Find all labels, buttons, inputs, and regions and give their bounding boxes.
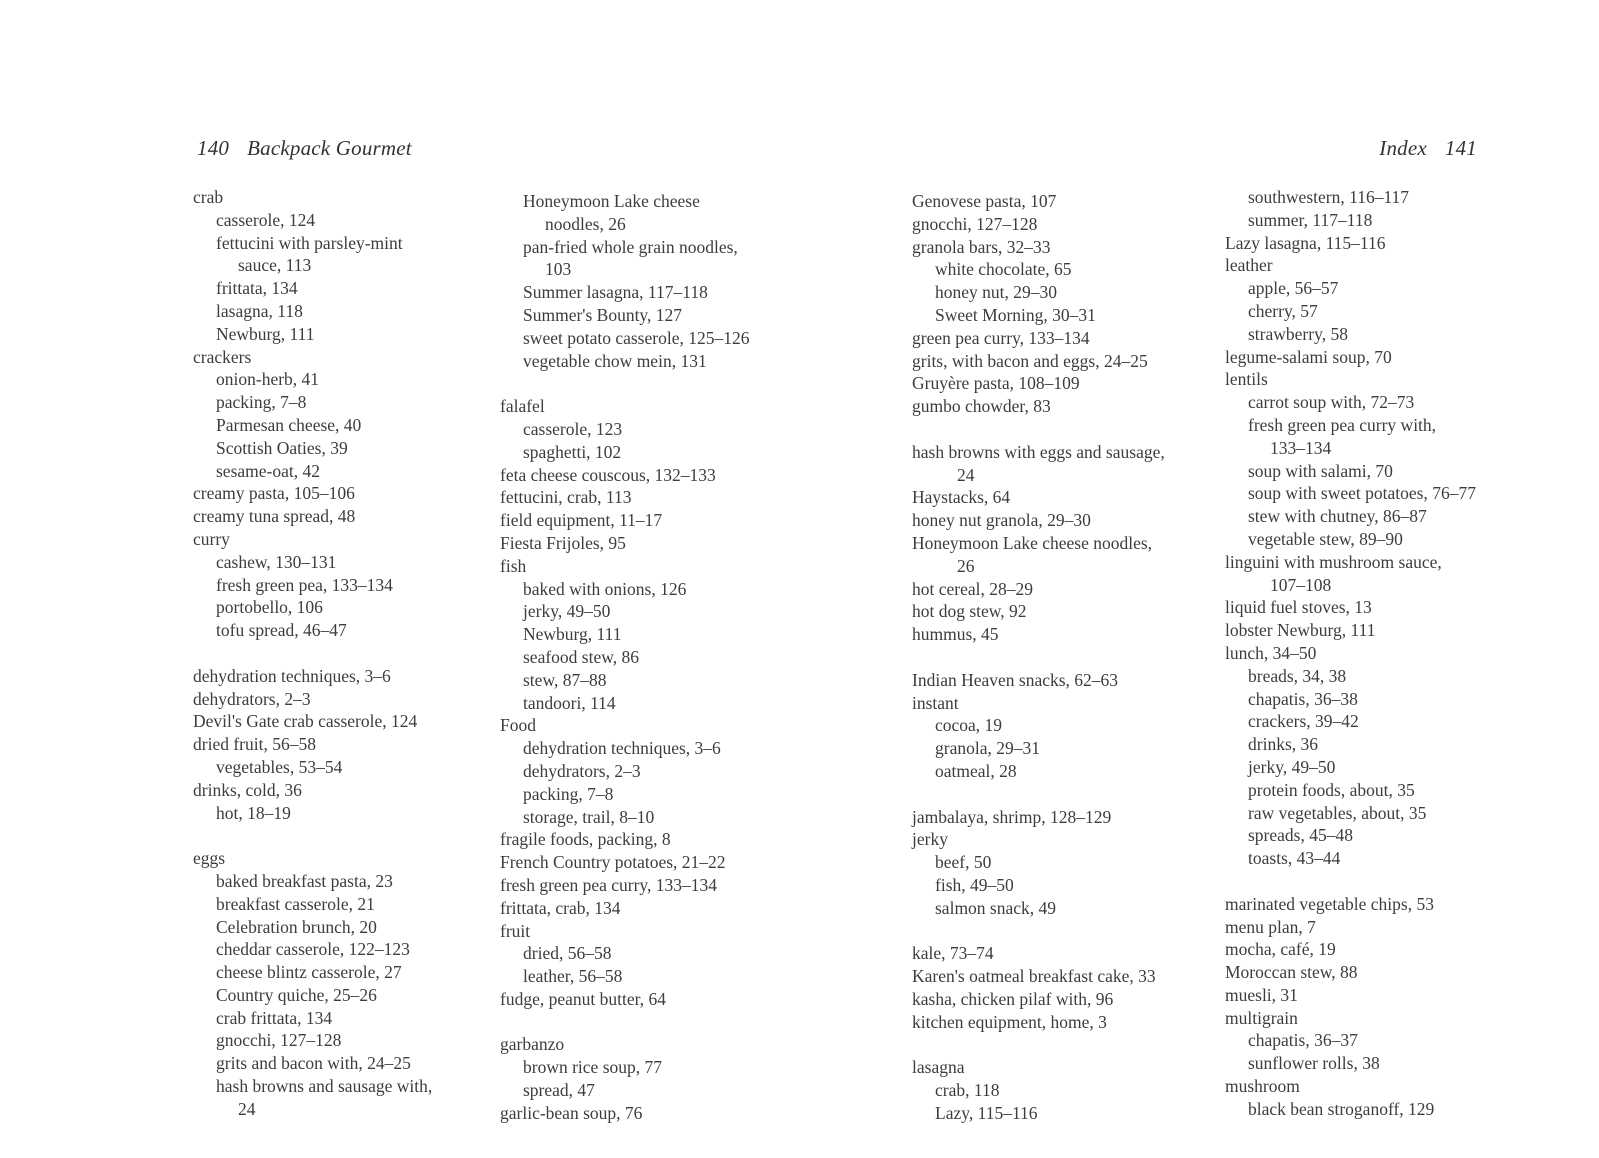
index-entry: hot dog stew, 92: [912, 601, 1027, 622]
index-subentry: tandoori, 114: [523, 692, 616, 713]
index-entry: granola bars, 32–33: [912, 236, 1051, 257]
index-entry: hummus, 45: [912, 624, 999, 645]
index-entry: muesli, 31: [1225, 984, 1298, 1005]
index-subentry: fresh green pea, 133–134: [216, 574, 393, 595]
index-subentry: breakfast casserole, 21: [216, 893, 375, 914]
index-subentry: beef, 50: [935, 852, 992, 873]
index-subentry: Lazy, 115–116: [935, 1102, 1038, 1123]
index-subentry: cheese blintz casserole, 27: [216, 962, 402, 983]
index-entry: French Country potatoes, 21–22: [500, 852, 726, 873]
index-subentry: oatmeal, 28: [935, 760, 1017, 781]
index-subentry: sunflower rolls, 38: [1248, 1053, 1380, 1074]
index-entry: jambalaya, shrimp, 128–129: [912, 806, 1112, 827]
index-subentry: spaghetti, 102: [523, 441, 622, 462]
index-subentry: southwestern, 116–117: [1248, 187, 1410, 207]
index-entry: marinated vegetable chips, 53: [1225, 893, 1434, 914]
index-entry: Haystacks, 64: [912, 487, 1011, 508]
index-spacer: [912, 418, 1165, 441]
index-entry: Honeymoon Lake cheese noodles,: [912, 532, 1153, 553]
index-subentry: sauce, 113: [238, 255, 312, 276]
index-entry: lobster Newburg, 111: [1225, 620, 1376, 641]
index-entry: mushroom: [1225, 1076, 1300, 1097]
index-subentry: strawberry, 58: [1248, 323, 1348, 344]
index-spacer: [912, 783, 1165, 806]
index-subentry: 103: [545, 259, 572, 280]
index-subentry: chapatis, 36–38: [1248, 688, 1358, 709]
index-subentry: storage, trail, 8–10: [523, 806, 655, 827]
index-subentry: 24: [957, 464, 975, 485]
index-subentry: pan-fried whole grain noodles,: [523, 236, 738, 257]
index-subentry: tofu spread, 46–47: [216, 620, 347, 641]
index-entry: kitchen equipment, home, 3: [912, 1011, 1107, 1032]
index-entry: drinks, cold, 36: [193, 779, 302, 800]
index-subentry: sesame-oat, 42: [216, 460, 320, 481]
index-entry: garlic-bean soup, 76: [500, 1102, 643, 1123]
index-subentry: soup with salami, 70: [1248, 460, 1393, 481]
index-entry: jerky: [912, 829, 948, 850]
index-entry: fruit: [500, 920, 531, 941]
index-subentry: spreads, 45–48: [1248, 825, 1353, 846]
index-subentry: granola, 29–31: [935, 738, 1040, 759]
index-entry: dried fruit, 56–58: [193, 734, 316, 755]
index-subentry: 133–134: [1270, 437, 1332, 458]
index-subentry: 107–108: [1270, 574, 1332, 595]
index-subentry: Summer's Bounty, 127: [523, 304, 683, 325]
index-subentry: cherry, 57: [1248, 300, 1318, 321]
index-subentry: gnocchi, 127–128: [216, 1030, 342, 1051]
index-entry: gumbo chowder, 83: [912, 396, 1051, 417]
index-spacer: [912, 646, 1165, 669]
index-column-1: [193, 186, 432, 1121]
index-entry: Karen's oatmeal breakfast cake, 33: [912, 966, 1156, 987]
index-entry: fresh green pea curry, 133–134: [500, 874, 718, 895]
index-subentry: cashew, 130–131: [216, 551, 337, 572]
index-column-2: [500, 190, 749, 1125]
index-subentry: grits and bacon with, 24–25: [216, 1053, 411, 1074]
index-subentry: raw vegetables, about, 35: [1248, 802, 1427, 823]
index-entry: linguini with mushroom sauce,: [1225, 551, 1442, 572]
index-subentry: cocoa, 19: [935, 715, 1003, 736]
index-entry: instant: [912, 692, 959, 713]
index-subentry: Scottish Oaties, 39: [216, 437, 348, 458]
index-spacer: [193, 824, 432, 847]
index-subentry: soup with sweet potatoes, 76–77: [1248, 483, 1476, 504]
index-subentry: fresh green pea curry with,: [1248, 414, 1437, 435]
index-subentry: Summer lasagna, 117–118: [523, 282, 708, 303]
index-spacer: [912, 920, 1165, 943]
left-page-number: 140: [197, 136, 230, 160]
index-entry: leather: [1225, 255, 1273, 276]
index-subentry: casserole, 123: [523, 418, 623, 439]
index-entry: Gruyère pasta, 108–109: [912, 373, 1080, 394]
index-subentry: drinks, 36: [1248, 734, 1318, 755]
index-subentry: Parmesan cheese, 40: [216, 414, 362, 435]
index-entry: garbanzo: [500, 1034, 565, 1055]
index-subentry: Celebration brunch, 20: [216, 916, 377, 937]
index-subentry: Country quiche, 25–26: [216, 984, 377, 1005]
index-entry: fish: [500, 555, 527, 576]
index-entry: gnocchi, 127–128: [912, 213, 1038, 234]
index-subentry: sweet potato casserole, 125–126: [523, 327, 750, 348]
index-subentry: toasts, 43–44: [1248, 848, 1341, 869]
index-column-3: [912, 190, 1165, 1125]
index-entry: creamy tuna spread, 48: [193, 506, 356, 527]
index-subentry: 26: [957, 555, 975, 576]
index-subentry: baked breakfast pasta, 23: [216, 870, 393, 891]
index-entry: kasha, chicken pilaf with, 96: [912, 988, 1114, 1009]
index-entry: creamy pasta, 105–106: [193, 483, 355, 504]
index-subentry: packing, 7–8: [523, 783, 614, 804]
index-subentry: vegetables, 53–54: [216, 756, 343, 777]
index-entry: Devil's Gate crab casserole, 124: [193, 711, 418, 732]
index-entry: falafel: [500, 396, 545, 417]
right-running-head: [1379, 136, 1477, 161]
index-entry: eggs: [193, 848, 226, 869]
index-subentry: black bean stroganoff, 129: [1248, 1098, 1435, 1119]
index-subentry: frittata, 134: [216, 278, 298, 299]
index-entry: feta cheese couscous, 132–133: [500, 464, 716, 485]
index-subentry: baked with onions, 126: [523, 578, 687, 599]
index-subentry: Newburg, 111: [216, 323, 315, 344]
index-subentry: crab frittata, 134: [216, 1007, 333, 1028]
index-subentry: dehydration techniques, 3–6: [523, 738, 721, 759]
index-entry: dehydrators, 2–3: [193, 688, 311, 709]
index-subentry: packing, 7–8: [216, 392, 307, 413]
index-entry: Indian Heaven snacks, 62–63: [912, 669, 1119, 690]
index-subentry: vegetable stew, 89–90: [1248, 528, 1403, 549]
index-subentry: hot, 18–19: [216, 802, 291, 823]
index-subentry: fettucini with parsley-mint: [216, 232, 403, 253]
index-subentry: vegetable chow mein, 131: [523, 350, 707, 371]
index-subentry: fish, 49–50: [935, 874, 1014, 895]
index-subentry: lasagna, 118: [216, 300, 303, 321]
index-subentry: white chocolate, 65: [935, 259, 1072, 280]
index-subentry: carrot soup with, 72–73: [1248, 392, 1415, 413]
index-entry: grits, with bacon and eggs, 24–25: [912, 350, 1148, 371]
index-entry: menu plan, 7: [1225, 916, 1316, 937]
index-subentry: Sweet Morning, 30–31: [935, 304, 1096, 325]
index-subentry: seafood stew, 86: [523, 646, 639, 667]
index-entry: curry: [193, 528, 230, 549]
index-entry: dehydration techniques, 3–6: [193, 665, 391, 686]
index-entry: Fiesta Frijoles, 95: [500, 532, 626, 553]
index-entry: Moroccan stew, 88: [1225, 962, 1358, 983]
index-entry: lentils: [1225, 369, 1268, 390]
index-subentry: apple, 56–57: [1248, 278, 1339, 299]
index-entry: fragile foods, packing, 8: [500, 829, 671, 850]
index-subentry: Newburg, 111: [523, 624, 622, 645]
index-entry: hash browns with eggs and sausage,: [912, 441, 1165, 462]
index-entry: liquid fuel stoves, 13: [1225, 597, 1372, 618]
index-spacer: [500, 372, 749, 395]
index-subentry: 24: [238, 1098, 256, 1119]
index-entry: lunch, 34–50: [1225, 642, 1317, 663]
index-subentry: noodles, 26: [545, 213, 626, 234]
index-entry: frittata, crab, 134: [500, 897, 621, 918]
index-subentry: stew with chutney, 86–87: [1248, 506, 1427, 527]
index-subentry: Honeymoon Lake cheese: [523, 191, 700, 211]
index-entry: hot cereal, 28–29: [912, 578, 1033, 599]
index-entry: kale, 73–74: [912, 943, 994, 964]
index-spacer: [193, 642, 432, 665]
index-column-4: [1225, 186, 1476, 1121]
index-subentry: stew, 87–88: [523, 669, 607, 690]
index-entry: Food: [500, 715, 536, 736]
index-subentry: spread, 47: [523, 1080, 595, 1101]
left-running-head: [197, 136, 412, 161]
index-subentry: casserole, 124: [216, 209, 316, 230]
index-subentry: crab, 118: [935, 1080, 1000, 1101]
index-subentry: protein foods, about, 35: [1248, 779, 1415, 800]
left-page-title: Backpack Gourmet: [247, 136, 412, 160]
index-subentry: hash browns and sausage with,: [216, 1076, 433, 1097]
index-subentry: breads, 34, 38: [1248, 665, 1347, 686]
index-subentry: jerky, 49–50: [1248, 756, 1336, 777]
index-subentry: cheddar casserole, 122–123: [216, 939, 410, 960]
index-entry: crackers: [193, 346, 252, 367]
index-entry: fudge, peanut butter, 64: [500, 988, 666, 1009]
index-subentry: salmon snack, 49: [935, 897, 1057, 918]
index-entry: honey nut granola, 29–30: [912, 510, 1091, 531]
index-entry: lasagna: [912, 1057, 965, 1078]
index-entry: legume-salami soup, 70: [1225, 346, 1392, 367]
index-entry: fettucini, crab, 113: [500, 487, 632, 508]
index-entry: mocha, café, 19: [1225, 939, 1336, 960]
index-subentry: dehydrators, 2–3: [523, 760, 641, 781]
right-page-number: 141: [1444, 136, 1477, 160]
index-entry: field equipment, 11–17: [500, 510, 663, 531]
index-spacer: [1225, 870, 1476, 893]
index-subentry: honey nut, 29–30: [935, 282, 1058, 303]
index-spacer: [500, 1011, 749, 1034]
right-page-title: Index: [1379, 136, 1427, 160]
index-subentry: jerky, 49–50: [523, 601, 611, 622]
index-spacer: [912, 1033, 1165, 1056]
index-subentry: dried, 56–58: [523, 943, 612, 964]
index-subentry: onion-herb, 41: [216, 369, 320, 390]
index-entry: Lazy lasagna, 115–116: [1225, 232, 1386, 253]
index-subentry: brown rice soup, 77: [523, 1057, 663, 1078]
index-subentry: crackers, 39–42: [1248, 711, 1359, 732]
index-entry: crab: [193, 187, 224, 207]
index-entry: multigrain: [1225, 1007, 1298, 1028]
index-subentry: chapatis, 36–37: [1248, 1030, 1358, 1051]
index-entry: green pea curry, 133–134: [912, 327, 1090, 348]
index-subentry: leather, 56–58: [523, 966, 623, 987]
index-entry: Genovese pasta, 107: [912, 191, 1057, 211]
index-subentry: portobello, 106: [216, 597, 323, 618]
index-subentry: summer, 117–118: [1248, 209, 1373, 230]
